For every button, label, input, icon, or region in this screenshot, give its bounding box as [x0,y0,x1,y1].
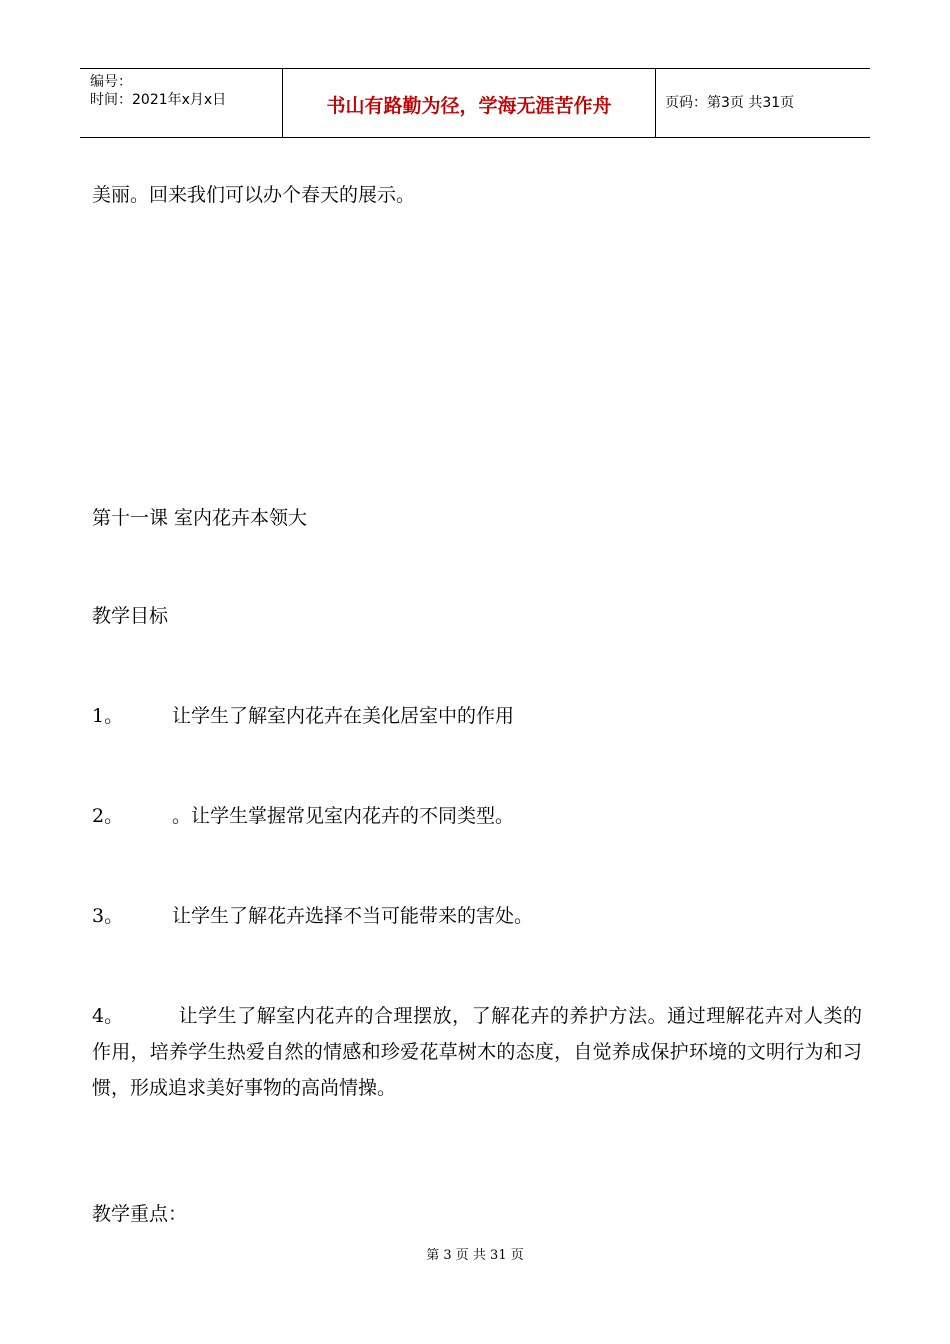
key-points-heading: 教学重点： [92,1203,188,1225]
objective-text: 让学生了解室内花卉在美化居室中的作用 [172,705,515,727]
document-date-label: 时间：2021年x月x日 [90,92,227,108]
objective-item-2 [92,798,862,834]
header-motto: 书山有路勤为径，学海无涯苦作舟 [326,95,612,117]
objectives-heading: 教学目标 [92,605,169,627]
page-footer: 第 3 页 共 31 页 [426,1248,524,1263]
header-page-number: 页码：第3页 共31页 [665,95,795,111]
page-header [80,68,870,138]
objective-number: 3。 [92,905,124,927]
objective-text: 让学生了解花卉选择不当可能带来的害处。 [172,905,534,927]
objective-number: 1。 [92,705,124,727]
continuation-text: 美丽。回来我们可以办个春天的展示。 [92,184,416,206]
header-middle-cell [282,69,656,137]
objective-number: 2。 [92,805,124,827]
header-right-cell [655,69,870,137]
header-left-cell [80,69,282,137]
objective-text: 。让学生掌握常见室内花卉的不同类型。 [172,805,515,827]
objective-item-3 [92,898,862,934]
document-number-label: 编号： [90,74,132,90]
objective-number: 4。 [92,1005,124,1027]
lesson-title: 第十一课 室内花卉本领大 [92,507,308,529]
objective-item-1 [92,698,862,734]
objective-text: 让学生了解室内花卉的合理摆放，了解花卉的养护方法。通过理解花卉对人类的作用，培养学生热爱自然的情感和珍爱花草树木的态度，自觉养成保护环境的文明行为和习惯，形成追求美好事物的高尚情操。 [92,1005,862,1099]
objective-item-4 [92,998,862,1106]
